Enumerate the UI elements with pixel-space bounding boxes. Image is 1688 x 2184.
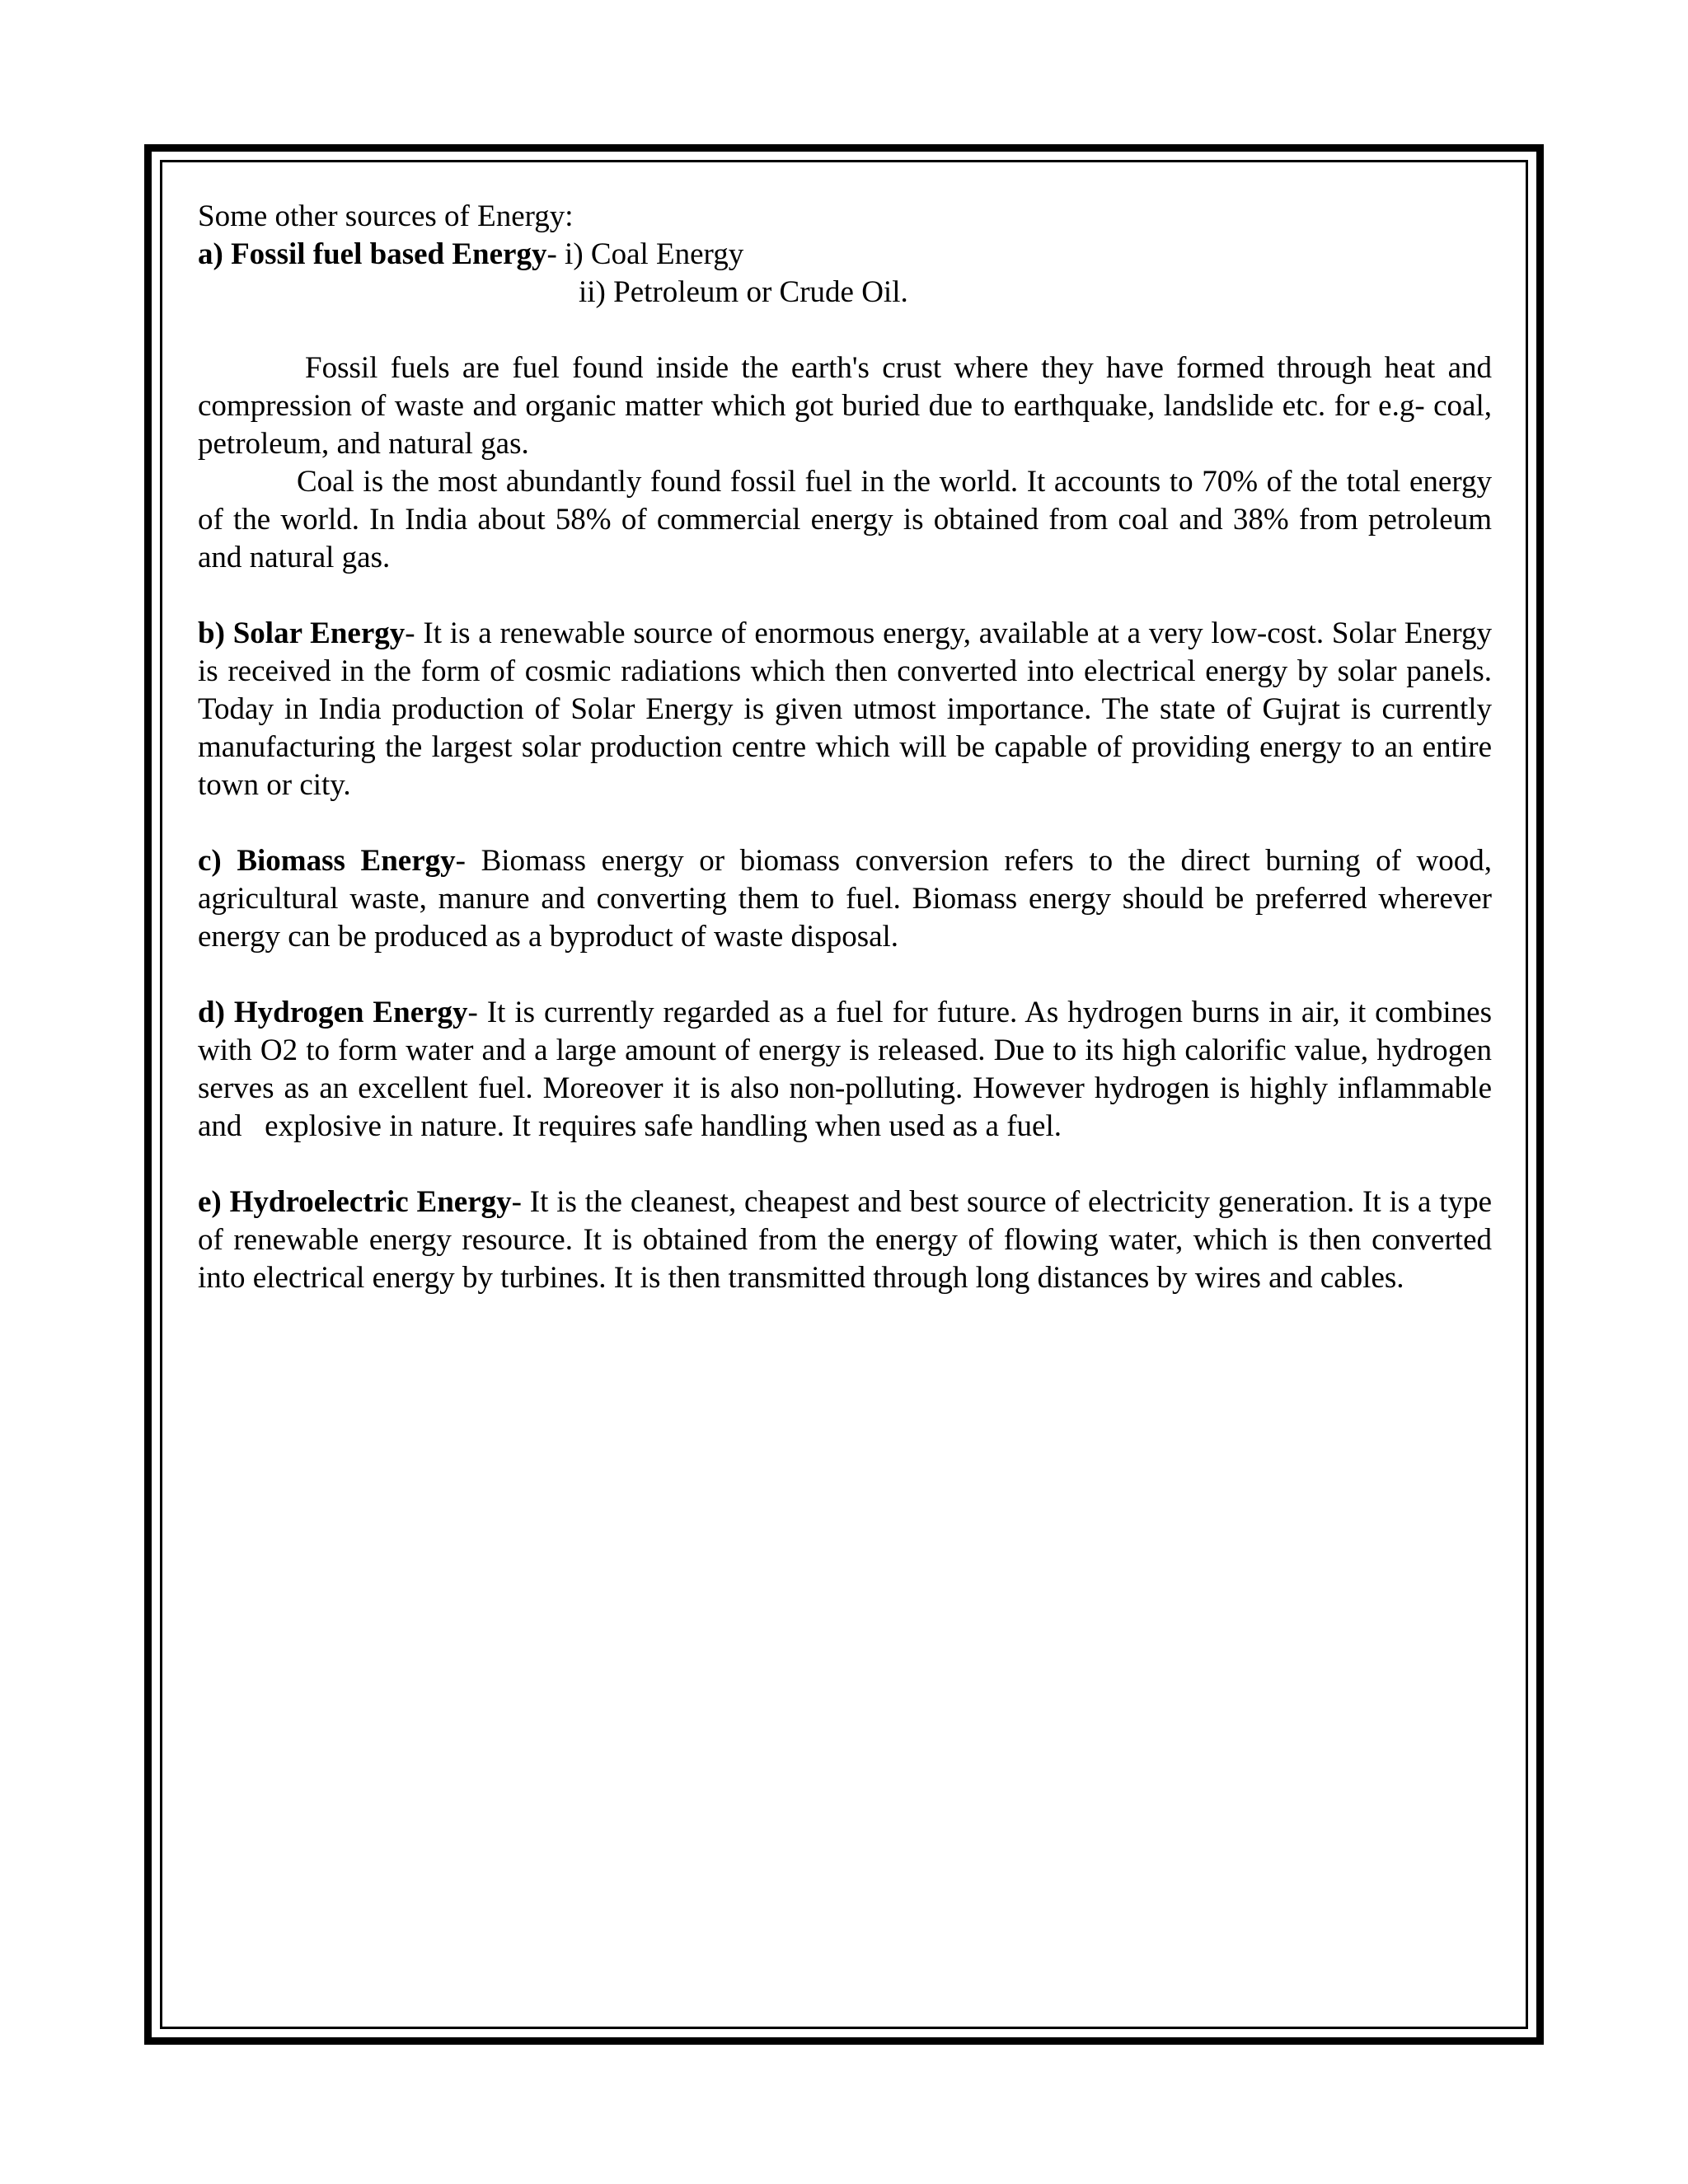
- hydroelectric-heading: e) Hydroelectric Energy: [198, 1185, 512, 1219]
- fossil-heading-line: [198, 236, 1492, 274]
- solar-text: - It is a renewable source of enormous energy, available at a very low-cost. Solar Energy is received in the form of cosmic radiations which then converted into electrical energy by solar panels. Today in India production of Solar Energy is given utmost importance. The state of Gujrat is currently manufacturing the largest solar production centre which will be capable of providing energy to an entire town or city.: [198, 616, 1492, 802]
- solar-section: [198, 615, 1492, 804]
- hydrogen-heading: d) Hydrogen Energy: [198, 996, 468, 1029]
- biomass-heading: c) Biomass Energy: [198, 844, 456, 878]
- fossil-item-2: ii) Petroleum or Crude Oil.: [579, 275, 908, 309]
- document-body: [198, 198, 1500, 1297]
- fossil-item-1: - i) Coal Energy: [546, 237, 744, 271]
- hydrogen-text: - It is currently regarded as a fuel for future. As hydrogen burns in air, it combines with O2 to form water and a large amount of energy is released. Due to its high calorific value, hydrogen serves as an excellent fuel. Moreover it is also non-polluting. However hydrogen is highly inflammable and explosive in nature. It requires safe handling when used as a fuel.: [198, 996, 1500, 1143]
- fossil-heading: a) Fossil fuel based Energy: [198, 237, 547, 271]
- biomass-text: - Biomass energy or biomass conversion refers to the direct burning of wood, agricultural waste, manure and converting them to fuel. Biomass energy should be preferred wherever energy can be produced as a byproduct of waste disposal.: [198, 844, 1492, 954]
- fossil-paragraph-2: Coal is the most abundantly found fossil fuel in the world. It accounts to 70% of the total energy of the world. In India about 58% of commercial energy is obtained from coal and 38% from petroleum and natural gas.: [198, 465, 1492, 574]
- solar-heading: b) Solar Energy: [198, 616, 406, 650]
- hydroelectric-text: - It is the cleanest, cheapest and best source of electricity generation. It is a type of renewable energy resource. It is obtained from the energy of flowing water, which is then converted into electrical energy by turbines. It is then transmitted through long distances by wires and cables.: [198, 1185, 1492, 1295]
- hydrogen-section: [198, 994, 1500, 1146]
- intro-line: Some other sources of Energy:: [198, 199, 574, 233]
- hydroelectric-section: [198, 1183, 1492, 1297]
- biomass-section: [198, 842, 1492, 956]
- fossil-paragraph-1: Fossil fuels are fuel found inside the earth's crust where they have formed through heat and compression of waste and organic matter which got buried due to earthquake, landslide etc. for e.g- coal, petroleum, and natural gas.: [198, 351, 1492, 461]
